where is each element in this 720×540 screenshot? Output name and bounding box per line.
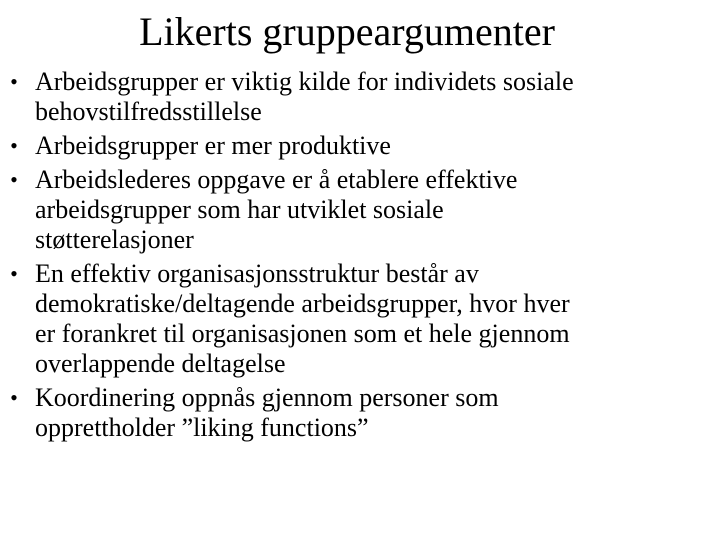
- bullet-item: [0, 67, 720, 127]
- bullet-item: [0, 383, 720, 443]
- bullet-item: [0, 259, 720, 379]
- bullet-dot-icon: •: [10, 133, 18, 158]
- bullet-text-line: behovstilfredsstillelse: [35, 97, 262, 126]
- bullet-text-line: demokratiske/deltagende arbeidsgrupper, hvor hver: [35, 289, 570, 318]
- slide-title: Likerts gruppeargumenter: [139, 9, 555, 54]
- bullet-text-line: Arbeidslederes oppgave er å etablere effektive: [35, 165, 518, 194]
- bullet-text-line: Koordinering oppnås gjennom personer som: [35, 383, 499, 412]
- bullet-text-line: arbeidsgrupper som har utviklet sosiale: [35, 195, 444, 224]
- bullet-dot-icon: •: [10, 69, 18, 94]
- bullet-dot-icon: •: [10, 167, 18, 192]
- bullet-text-line: opprettholder ”liking functions”: [35, 413, 369, 442]
- bullet-text-line: er forankret til organisasjonen som et hele gjennom: [35, 319, 570, 348]
- bullet-text-line: overlappende deltagelse: [35, 349, 286, 378]
- bullet-dot-icon: •: [10, 385, 18, 410]
- bullet-text-line: En effektiv organisasjonsstruktur består av: [35, 259, 479, 288]
- bullet-item: [0, 131, 720, 161]
- bullet-text-line: Arbeidsgrupper er mer produktive: [35, 131, 391, 160]
- bullet-item: [0, 165, 720, 255]
- bullet-text-line: støtterelasjoner: [35, 225, 194, 254]
- bullet-dot-icon: •: [10, 261, 18, 286]
- bullet-list: [0, 67, 720, 447]
- bullet-text-line: Arbeidsgrupper er viktig kilde for individets sosiale: [35, 67, 574, 96]
